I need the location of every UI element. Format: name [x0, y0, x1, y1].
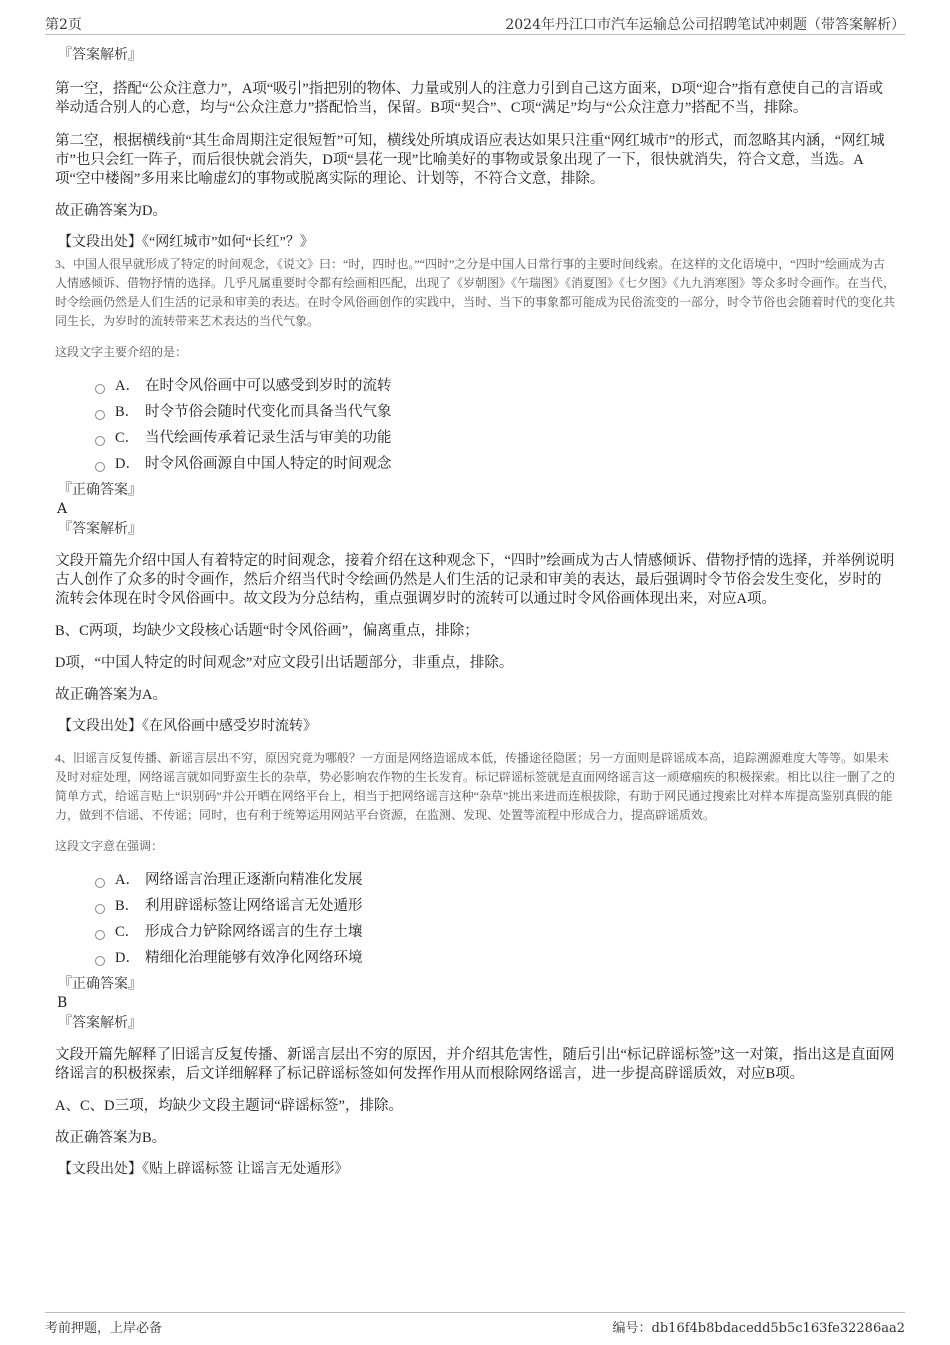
- document-id: [613, 1317, 905, 1336]
- radio-button-icon[interactable]: [95, 436, 105, 446]
- option-text: 在时令风俗画中可以感受到岁时的流转: [145, 378, 392, 394]
- conclusion: 故正确答案为A。: [55, 687, 167, 703]
- option-letter: C．: [115, 924, 140, 940]
- analysis-label: 『答案解析』: [58, 47, 142, 63]
- option-letter: A．: [115, 378, 140, 394]
- page-footer: [45, 1312, 905, 1336]
- question-text: 3、中国人很早就形成了特定的时间观念，《说文》曰：“时，四时也。”“四时”之分是中国人日常行事的主要时间线索。在这样的文化语境中，“四时”绘画成为古人情感倾诉、借物抒情的选择。几乎凡属重要时令都有绘画相匹配，出现了《岁朝图》《午瑞图》《消夏图》《七夕图》《九九消寒图》等众多时令画作。在当代，时令绘画仍然是人们生活的记录和审美的表达。在时令风俗画创作的实践中，当时、当下的事象都可能成为民俗流变的一部分，时令节俗也会随着时代的变化共同生长，为岁时的流转带来艺术表达的当代气象。: [55, 257, 896, 328]
- page-content: [55, 44, 895, 1180]
- options-list: [55, 375, 895, 479]
- analysis-paragraph: B、C两项，均缺少文段核心话题“时令风俗画”，偏离重点，排除；: [55, 623, 479, 639]
- option-letter: A．: [115, 872, 140, 888]
- source-citation: 【文段出处】《贴上辟谣标签 让谣言无处遁形》: [58, 1162, 349, 1177]
- option-text: 利用辟谣标签让网络谣言无处遁形: [145, 898, 363, 914]
- option-text: 时令节俗会随时代变化而具备当代气象: [145, 404, 392, 420]
- question-prompt: 这段文字意在强调：: [55, 839, 164, 853]
- option-b[interactable]: [95, 895, 895, 921]
- option-letter: C．: [115, 430, 140, 446]
- question-prompt: 这段文字主要介绍的是：: [55, 345, 188, 359]
- analysis-paragraph: 第一空，搭配“公众注意力”，A项“吸引”指把别的物体、力量或别人的注意力引到自己这方面来，D项“迎合”指有意使自己的言语或举动适合别人的心意，均与“公众注意力”搭配恰当，保留。B项“契合”、C项“满足”均与“公众注意力”搭配不当，排除。: [55, 81, 884, 116]
- document-id-label: 编号：: [612, 1321, 652, 1336]
- option-letter: B．: [115, 898, 140, 914]
- analysis-paragraph: 第二空，根据横线前“其生命周期注定很短暂”可知，横线处所填成语应表达如果只注重“网红城市”的形式，而忽略其内涵，“网红城市”也只会红一阵子，而后很快就会消失，D项“昙花一现”比喻美好的事物或景象出现了一下，很快就消失，符合文意，当选。A项“空中楼阁”多用来比喻虚幻的事物或脱离实际的理论、计划等，不符合文意，排除。: [55, 133, 885, 187]
- correct-answer: B: [57, 995, 68, 1011]
- source-citation: 【文段出处】《“网红城市”如何“长红”？》: [58, 235, 314, 250]
- option-a[interactable]: [95, 869, 895, 895]
- option-letter: B．: [115, 404, 140, 420]
- radio-button-icon[interactable]: [95, 384, 105, 394]
- option-text: 网络谣言治理正逐渐向精准化发展: [145, 872, 363, 888]
- conclusion: 故正确答案为D。: [55, 203, 167, 219]
- radio-button-icon[interactable]: [95, 462, 105, 472]
- correct-answer: A: [57, 501, 68, 517]
- option-text: 当代绘画传承着记录生活与审美的功能: [145, 430, 392, 446]
- option-text: 时令风俗画源自中国人特定的时间观念: [145, 456, 392, 472]
- option-c[interactable]: [95, 921, 895, 947]
- page-header: [45, 14, 905, 35]
- option-b[interactable]: [95, 401, 895, 427]
- conclusion: 故正确答案为B。: [55, 1130, 167, 1146]
- option-text: 精细化治理能够有效净化网络环境: [145, 950, 363, 966]
- option-c[interactable]: [95, 427, 895, 453]
- source-citation: 【文段出处】《在风俗画中感受岁时流转》: [58, 719, 317, 734]
- radio-button-icon[interactable]: [95, 930, 105, 940]
- analysis-label: 『答案解析』: [58, 1015, 142, 1031]
- analysis-paragraph: 文段开篇先解释了旧谣言反复传播、新谣言层出不穷的原因，并介绍其危害性，随后引出“标记辟谣标签”这一对策，指出这是直面网络谣言的积极探索，后文详细解释了标记辟谣标签如何发挥作用从而根除网络谣言，进一步提高辟谣质效，对应B项。: [55, 1047, 895, 1082]
- option-a[interactable]: [95, 375, 895, 401]
- options-list: [55, 869, 895, 973]
- option-letter: D．: [115, 950, 140, 966]
- radio-button-icon[interactable]: [95, 904, 105, 914]
- option-d[interactable]: [95, 947, 895, 973]
- analysis-paragraph: D项，“中国人特定的时间观念”对应文段引出话题部分，非重点，排除。: [55, 655, 514, 671]
- radio-button-icon[interactable]: [95, 956, 105, 966]
- analysis-paragraph: 文段开篇先介绍中国人有着特定的时间观念，接着介绍在这种观念下，“四时”绘画成为古人情感倾诉、借物抒情的选择，并举例说明古人创作了众多的时令画作，然后介绍当代时令绘画仍然是人们生活的记录和审美的表达，最后强调时令节俗会发生变化，岁时的流转会体现在时令风俗画中。故文段为分总结构，重点强调岁时的流转可以通过时令风俗画体现出来，对应A项。: [55, 553, 895, 607]
- question-text: 4、旧谣言反复传播、新谣言层出不穷，原因究竟为哪般？一方面是网络造谣成本低，传播途径隐匿；另一方面则是辟谣成本高，追踪溯源难度大等等。如果未及时对症处理，网络谣言就如同野蛮生长的杂草，势必影响农作物的生长发育。标记辟谣标签就是直面网络谣言这一顽瘴痼疾的积极探索。相比以往一删了之的简单方式，给谣言贴上“识别码”并公开晒在网络平台上，相当于把网络谣言这种“杂草”挑出来进而连根拔除，有助于网民通过搜索比对样本库提高鉴别真假的能力，做到不信谣、不传谣；同时，也有利于统筹运用网站平台资源，在监测、发现、处置等流程中形成合力，提高辟谣质效。: [55, 751, 896, 822]
- page-number: 第2页: [45, 17, 82, 33]
- correct-answer-label: 『正确答案』: [58, 976, 142, 992]
- document-title: 2024年丹江口市汽车运输总公司招聘笔试冲刺题（带答案解析）: [505, 17, 905, 33]
- correct-answer-label: 『正确答案』: [58, 482, 142, 498]
- footer-slogan: 考前押题，上岸必备: [45, 1321, 163, 1336]
- radio-button-icon[interactable]: [95, 878, 105, 888]
- document-id-value: db16f4b8bdacedd5b5c163fe32286aa2: [651, 1321, 905, 1336]
- option-letter: D．: [115, 456, 140, 472]
- analysis-paragraph: A、C、D三项，均缺少文段主题词“辟谣标签”，排除。: [55, 1098, 403, 1114]
- option-text: 形成合力铲除网络谣言的生存土壤: [145, 924, 363, 940]
- analysis-label: 『答案解析』: [58, 521, 142, 537]
- radio-button-icon[interactable]: [95, 410, 105, 420]
- option-d[interactable]: [95, 453, 895, 479]
